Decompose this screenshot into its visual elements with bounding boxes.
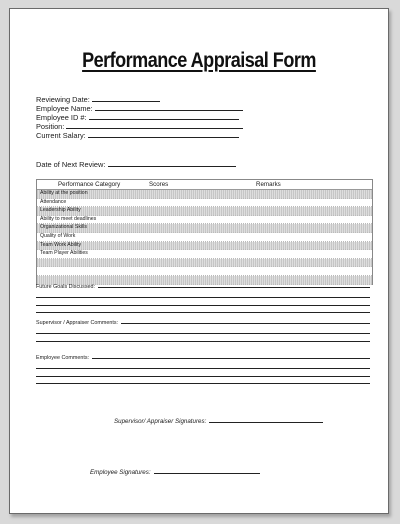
table-row[interactable]: Attendance <box>37 199 372 208</box>
header-scores: Scores <box>149 181 169 188</box>
future-goals-line[interactable] <box>36 312 370 313</box>
supervisor-comments-label: Supervisor / Appraiser Comments: <box>36 320 119 326</box>
current-salary-field[interactable] <box>88 137 239 138</box>
future-goals-line[interactable] <box>36 297 370 298</box>
supervisor-comments-row <box>36 320 370 326</box>
reviewing-date-label: Reviewing Date: <box>36 95 90 104</box>
table-row[interactable]: Ability at the position <box>37 190 372 199</box>
table-header <box>37 180 372 190</box>
employee-comments-line[interactable] <box>36 376 370 377</box>
supervisor-signature-label: Supervisor/ Appraiser Signatures: <box>114 418 207 425</box>
employee-comments-section <box>36 355 370 384</box>
future-goals-label: Future Goals Discussed: <box>36 284 96 290</box>
header-remarks: Remarks <box>256 181 281 188</box>
header-category: Performance Category <box>58 181 121 188</box>
table-row[interactable]: Ability to meet deadlines <box>37 216 372 225</box>
position-label: Position: <box>36 122 65 132</box>
employee-signature-row <box>90 469 260 476</box>
reviewing-date-field[interactable] <box>92 101 160 102</box>
table-row[interactable]: Team Player Abilities <box>37 250 372 259</box>
supervisor-comments-line[interactable] <box>36 341 370 342</box>
employee-signature-field[interactable] <box>154 473 260 474</box>
employee-comments-row <box>36 355 370 361</box>
next-review-field[interactable] <box>108 166 236 167</box>
form-title: Performance Appraisal Form <box>82 49 316 72</box>
position-field[interactable] <box>66 128 243 129</box>
employee-name-field[interactable] <box>95 110 243 111</box>
employee-name-label: Employee Name: <box>36 104 93 114</box>
future-goals-row <box>36 284 370 290</box>
form-page <box>9 8 389 514</box>
future-goals-section <box>36 284 370 313</box>
supervisor-signature-row <box>114 418 323 425</box>
employee-id-field[interactable] <box>89 119 239 120</box>
employee-id-row <box>36 113 243 122</box>
future-goals-field[interactable] <box>98 287 370 288</box>
supervisor-comments-section <box>36 320 370 342</box>
employee-info-block <box>36 95 243 140</box>
next-review-label: Date of Next Review: <box>36 160 106 169</box>
position-row <box>36 122 243 131</box>
supervisor-signature-field[interactable] <box>209 422 323 423</box>
performance-table <box>36 179 373 285</box>
supervisor-comments-line[interactable] <box>36 333 370 334</box>
employee-comments-line[interactable] <box>36 383 370 384</box>
current-salary-row <box>36 131 243 140</box>
employee-comments-label: Employee Comments: <box>36 355 90 361</box>
employee-signature-label: Employee Signatures: <box>90 469 151 476</box>
table-row-blank[interactable] <box>37 267 372 276</box>
supervisor-comments-field[interactable] <box>121 323 370 324</box>
reviewing-date-row <box>36 95 243 104</box>
employee-comments-field[interactable] <box>92 358 370 359</box>
current-salary-label: Current Salary: <box>36 131 86 141</box>
table-row[interactable]: Leadership Ability <box>37 207 372 216</box>
next-review-row <box>36 160 236 169</box>
employee-comments-line[interactable] <box>36 368 370 369</box>
employee-id-label: Employee ID #: <box>36 113 87 123</box>
employee-name-row <box>36 104 243 113</box>
table-row[interactable]: Team Work Ability <box>37 242 372 251</box>
table-row-blank[interactable] <box>37 259 372 268</box>
table-row[interactable]: Organizational Skills <box>37 224 372 233</box>
future-goals-line[interactable] <box>36 305 370 306</box>
table-row[interactable]: Quality of Work <box>37 233 372 242</box>
